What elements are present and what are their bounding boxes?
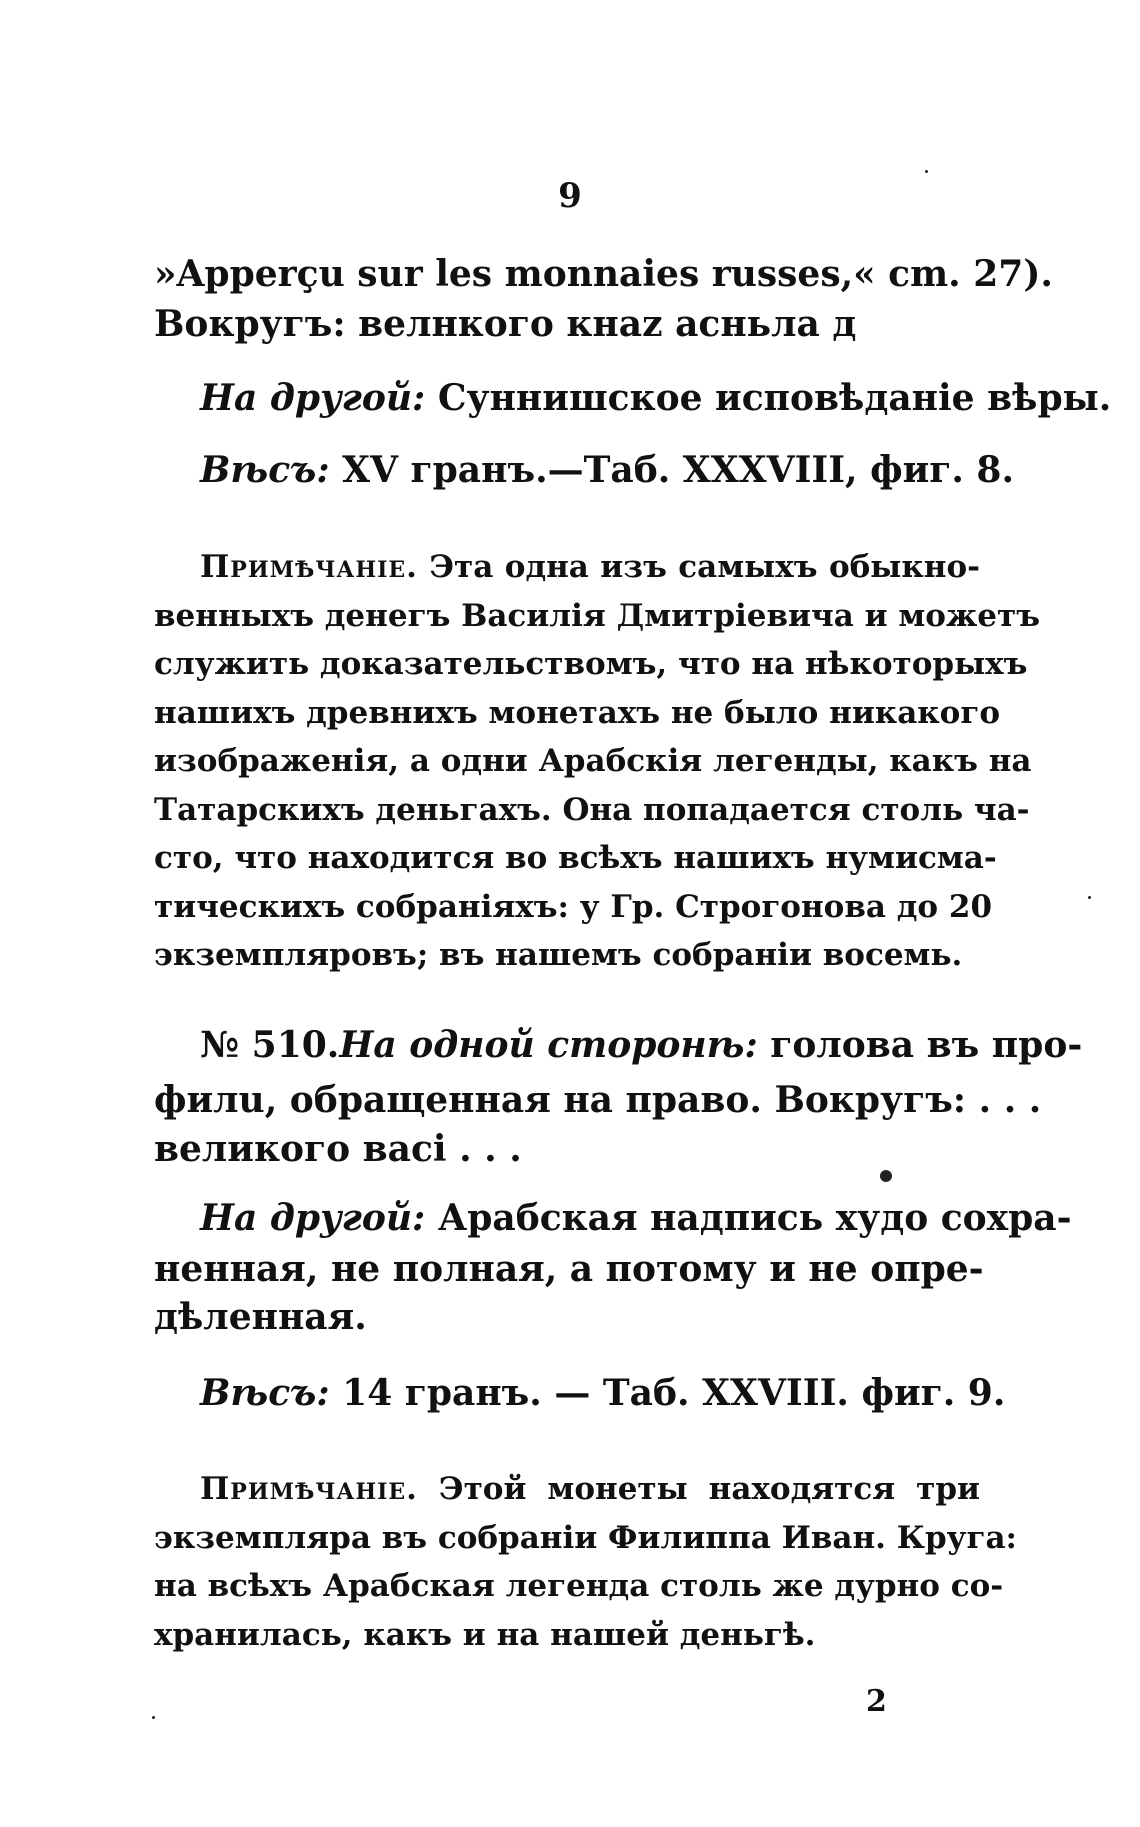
text-line [154,303,980,345]
text-line [200,1471,980,1507]
line-text: тическихъ собраніяхъ: у Гр. Строгонова до 20 [154,889,993,925]
line-text: ненная, не полная, а потому и не опре- [154,1248,984,1290]
text-line [154,598,1040,634]
text-line [154,1079,1042,1121]
line-text: нашихъ древнихъ монетахъ не было никакого [154,695,1001,731]
line-text: XV гранъ.—Таб. XXXVIII, фиг. 8. [329,449,1014,491]
line-text: сто, что находится во всѣхъ нашихъ нумисма- [154,840,997,876]
print-speck [925,170,928,173]
text-line [154,743,1032,779]
text-line [154,253,1053,295]
text-line [200,549,980,585]
line-text: 14 гранъ. — Таб. XXVIII. фиг. 9. [329,1372,1006,1414]
line-text: дѣленная. [154,1296,367,1338]
line-text: филu, обращенная на право. Вокругъ: . . . [154,1079,1042,1121]
line-text: изображенія, а одни Арабскія легенды, какъ на [154,743,1032,779]
line-text: голова въ про- [757,1024,1083,1066]
page-number: 9 [558,176,582,216]
line-text: »Apperçu sur les monnaies russes,« cm. 27). [154,253,1053,295]
text-line [154,840,997,876]
italic-label: На одной сторонѣ: [339,1024,758,1066]
line-text: Этой монеты находятся три [417,1471,980,1507]
line-text: Арабская надпись худо сохра- [425,1197,1072,1239]
text-line [154,1128,980,1170]
line-text: экземпляра въ собраніи Филиппа Иван. Круга: [154,1520,1018,1556]
line-text: № 510. [200,1024,340,1066]
note-label: Примѣчаніе. [200,1471,418,1507]
line-text: служить доказательствомъ, что на нѣкоторыхъ [154,646,1028,682]
italic-label: На другой: [200,1197,426,1239]
text-line [154,937,980,973]
line-text: Вокругъ: велнкого кнаz асньлa д [154,303,857,345]
text-line [200,1197,1072,1239]
line-text: венныхъ денегъ Василія Дмитріевича и можетъ [154,598,1040,634]
text-line [200,1024,1083,1066]
text-line [154,1568,1004,1604]
line-text: Суннишское исповѣданіе вѣры. [425,377,1112,419]
text-line [154,1617,980,1653]
line-text: Татарскихъ деньгахъ. Она попадается столь ча- [154,792,1030,828]
text-line [154,646,1028,682]
text-line [154,695,1001,731]
line-text: экземпляровъ; въ нашемъ собраніи восемь. [154,937,963,973]
italic-label: Вѣсъ: [200,1372,330,1414]
text-line [154,1296,980,1338]
signature-mark: 2 [866,1684,887,1719]
italic-label: Вѣсъ: [200,449,330,491]
line-text: хранилась, какъ и на нашей деньгѣ. [154,1617,816,1653]
print-speck [880,1170,892,1182]
text-line [154,1248,984,1290]
text-line [200,449,1014,491]
note-label: Примѣчаніе. [200,549,418,585]
text-line [200,377,1112,419]
italic-label: На другой: [200,377,426,419]
text-line [154,889,993,925]
line-text: Эта одна изъ самыхъ обыкно- [417,549,980,585]
line-text: великого васi . . . [154,1128,522,1170]
line-text: на всѣхъ Арабская легенда столь же дурно со- [154,1568,1004,1604]
text-line [154,792,1030,828]
print-speck [1088,896,1091,899]
text-line [200,1372,1006,1414]
print-speck [152,1716,155,1719]
text-line [154,1520,1018,1556]
